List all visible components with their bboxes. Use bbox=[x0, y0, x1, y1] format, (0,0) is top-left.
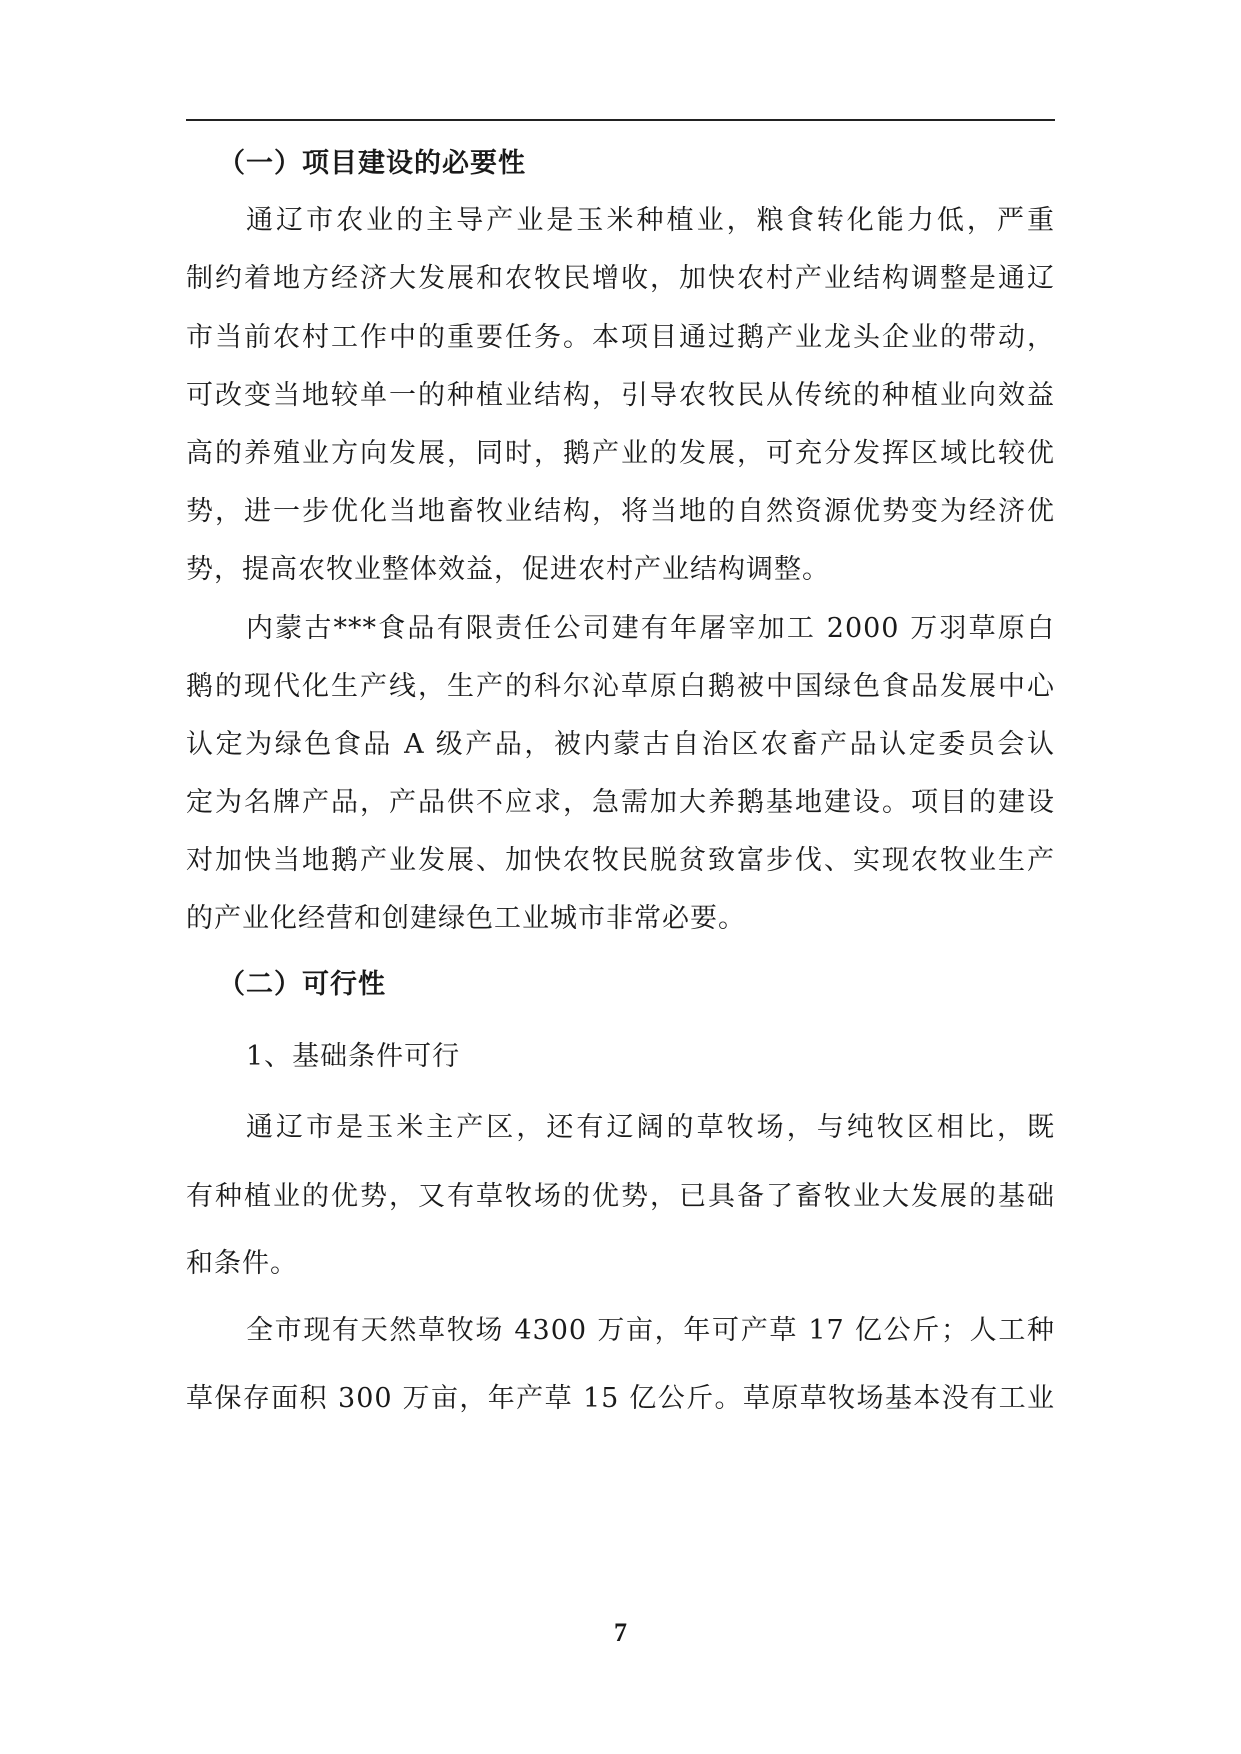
paragraph-line: 草保存面积 300 万亩，年产草 15 亿公斤。草原草牧场基本没有工业 bbox=[186, 1383, 1055, 1414]
page-number: 7 bbox=[614, 1618, 627, 1647]
paragraph-line: 鹅的现代化生产线，生产的科尔沁草原白鹅被中国绿色食品发展中心 bbox=[186, 671, 1055, 702]
paragraph-line: 内蒙古***食品有限责任公司建有年屠宰加工 2000 万羽草原白 bbox=[246, 613, 1055, 644]
paragraph-line: 全市现有天然草牧场 4300 万亩，年可产草 17 亿公斤；人工种 bbox=[246, 1315, 1055, 1346]
paragraph-line: 可改变当地较单一的种植业结构，引导农牧民从传统的种植业向效益 bbox=[186, 380, 1055, 411]
paragraph-line: 制约着地方经济大发展和农牧民增收，加快农村产业结构调整是通辽 bbox=[186, 263, 1055, 294]
paragraph-line: 通辽市农业的主导产业是玉米种植业，粮食转化能力低，严重 bbox=[246, 205, 1055, 236]
paragraph-line: 高的养殖业方向发展，同时，鹅产业的发展，可充分发挥区域比较优 bbox=[186, 438, 1055, 469]
paragraph-line: 和条件。 bbox=[186, 1248, 298, 1279]
section-heading-necessity: （一）项目建设的必要性 bbox=[218, 148, 526, 179]
paragraph-line: 认定为绿色食品 A 级产品，被内蒙古自治区农畜产品认定委员会认 bbox=[186, 729, 1055, 760]
paragraph-line: 的产业化经营和创建绿色工业城市非常必要。 bbox=[186, 903, 746, 934]
subheading-basic-conditions: 1、基础条件可行 bbox=[246, 1041, 461, 1072]
section-heading-feasibility: （二）可行性 bbox=[218, 969, 386, 1000]
paragraph-line: 定为名牌产品，产品供不应求，急需加大养鹅基地建设。项目的建设 bbox=[186, 787, 1055, 818]
paragraph-line: 市当前农村工作中的重要任务。本项目通过鹅产业龙头企业的带动， bbox=[186, 322, 1055, 353]
paragraph-line: 有种植业的优势，又有草牧场的优势，已具备了畜牧业大发展的基础 bbox=[186, 1181, 1055, 1212]
header-rule bbox=[186, 119, 1055, 121]
paragraph-line: 势，进一步优化当地畜牧业结构，将当地的自然资源优势变为经济优 bbox=[186, 496, 1055, 527]
paragraph-line: 势，提高农牧业整体效益，促进农村产业结构调整。 bbox=[186, 554, 830, 585]
paragraph-line: 通辽市是玉米主产区，还有辽阔的草牧场，与纯牧区相比，既 bbox=[246, 1112, 1055, 1143]
paragraph-line: 对加快当地鹅产业发展、加快农牧民脱贫致富步伐、实现农牧业生产 bbox=[186, 845, 1055, 876]
